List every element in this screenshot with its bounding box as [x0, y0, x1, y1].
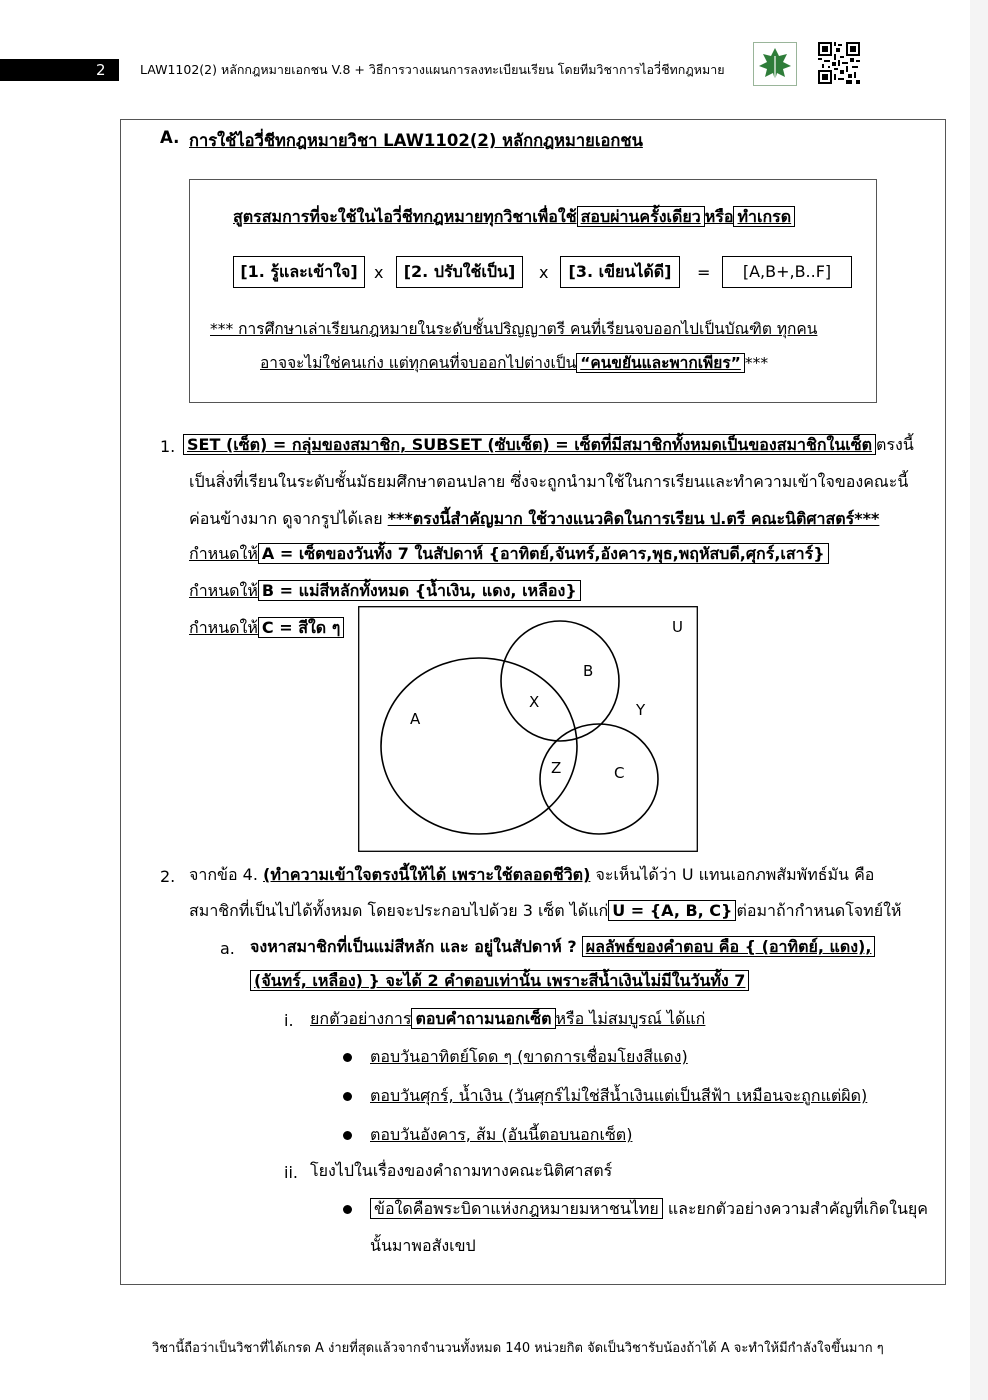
item2-line2 [189, 900, 901, 922]
sub-a-question: จงหาสมาชิกที่เป็นแม่สีหลัก และ อยู่ในสัปดาห์ ? [250, 937, 577, 956]
venn-label-c: C [614, 764, 625, 782]
define-label: กำหนดให้ [189, 581, 258, 600]
venn-circle-c [540, 724, 658, 834]
formula-heading [233, 206, 795, 228]
sub-a-answer-2: (จันทร์, เหลือง) } จะได้ 2 คำตอบเท่านั้น เพราะสีน้ำเงินไม่มีในวันทั้ง 7 [250, 970, 749, 991]
page-number: 2 [96, 61, 106, 79]
bullet-dot [343, 1092, 352, 1101]
venn-label-x: X [529, 693, 540, 711]
sub-i-post: หรือ ไม่สมบูรณ์ ได้แก่ [555, 1009, 706, 1028]
formula-op-equals: = [697, 263, 711, 282]
formula-heading-pre: สูตรสมการที่จะใช้ในไอวี่ชีทกฎหมายทุกวิชาเพื่อใช้ [233, 207, 577, 226]
sub-ii-line: โยงไปในเรื่องของคำถามทางคณะนิติศาสตร์ [310, 1161, 613, 1180]
definition-c [189, 617, 344, 639]
venn-circle-b [501, 621, 619, 741]
page-edge-shadow [970, 0, 988, 1400]
item2-line2-post: ต่อมาถ้ากำหนดโจทย์ให้ [736, 901, 902, 920]
bullet-dot [343, 1131, 352, 1140]
formula-term-3: [3. เขียนได้ดี] [560, 256, 680, 288]
qr-code-icon [818, 42, 860, 84]
sub-ii-number: ii. [284, 1163, 298, 1182]
note-line2-post: *** [744, 354, 769, 372]
bullet-item-4-box: ข้อใดคือพระบิดาแห่งกฎหมายมหาชนไทย [370, 1198, 663, 1219]
item1-set-definition: SET (เซ็ต) = กลุ่มของสมาชิก, SUBSET (ซับเซ็ต) = เซ็ตที่มีสมาชิกทั้งหมดเป็นของสมาชิกในเซ็ต [183, 434, 876, 455]
sub-i-pre: ยกตัวอย่างการ [310, 1009, 412, 1028]
item1-line3-pre: ค่อนข้างมาก ดูจากรูปได้เลย [189, 509, 388, 528]
item2-number: 2. [160, 867, 176, 886]
item1-after-box: ตรงนี้ [876, 435, 914, 454]
item1-line3-emphasis: ***ตรงนี้สำคัญมาก ใช้วางแนวคิดในการเรียน ป.ตรี คณะนิติศาสตร์*** [387, 509, 880, 528]
sub-i-line [310, 1008, 705, 1030]
sub-i-number: i. [284, 1011, 294, 1030]
venn-label-u: U [672, 618, 683, 636]
ivy-leaf-logo-icon [753, 42, 797, 86]
definition-b [189, 580, 581, 602]
note-line2-pre: อาจจะไม่ใช่คนเก่ง แต่ทุกคนที่จบออกไปต่างเป็น [260, 354, 577, 372]
define-label: กำหนดให้ [189, 618, 258, 637]
venn-label-y: Y [636, 701, 646, 719]
sub-i-box: ตอบคำถามนอกเซ็ต [411, 1008, 555, 1029]
venn-label-z: Z [551, 759, 562, 777]
sub-a-letter: a. [220, 939, 235, 958]
definition-a [189, 543, 829, 565]
item2-line1-emphasis: (ทำความเข้าใจตรงนี้ให้ได้ เพราะใช้ตลอดชีวิต) [263, 865, 591, 884]
section-letter: A. [160, 128, 180, 147]
bullet-dot [343, 1205, 352, 1214]
define-label: กำหนดให้ [189, 544, 258, 563]
formula-op-times-2: x [539, 263, 549, 282]
definition-c-box: C = สีใด ๆ [258, 617, 344, 638]
item1-line1 [183, 434, 914, 456]
bullet-item-4-post: และยกตัวอย่างความสำคัญที่เกิดในยุค [667, 1199, 928, 1218]
formula-term-1: [1. รู้และเข้าใจ] [233, 256, 365, 288]
formula-op-times-1: x [374, 263, 384, 282]
item1-number: 1. [160, 437, 176, 456]
venn-universe-rect [359, 607, 698, 852]
formula-heading-box2: ทำเกรด [733, 206, 795, 227]
formula-heading-box1: สอบผ่านครั้งเดียว [577, 206, 705, 227]
section-title: การใช้ไอวี่ชีทกฎหมายวิชา LAW1102(2) หลักกฎหมายเอกชน [189, 131, 643, 150]
venn-label-b: B [583, 662, 594, 680]
formula-note-line1: *** การศึกษาเล่าเรียนกฎหมายในระดับชั้นปริญญาตรี คนที่เรียนจบออกไปเป็นบัณฑิต ทุกคน [210, 320, 818, 338]
item2-line2-pre: สมาชิกที่เป็นไปได้ทั้งหมด โดยจะประกอบไปด้วย 3 เซ็ต ได้แก่ [189, 901, 609, 920]
item2-line1-pre: จากข้อ 4. [189, 865, 264, 884]
venn-label-a: A [410, 710, 421, 728]
note-line2-box: “คนขยันและพากเพียร” [576, 353, 745, 373]
formula-heading-mid: หรือ [704, 207, 734, 226]
definition-a-box: A = เซ็ตของวันทั้ง 7 ในสัปดาห์ {อาทิตย์,จันทร์,อังคาร,พุธ,พฤหัสบดี,ศุกร์,เสาร์} [258, 543, 829, 564]
formula-note-line2 [260, 352, 768, 374]
bullet-item-4-line1 [370, 1198, 928, 1220]
item1-line3 [189, 508, 879, 530]
bullet-item-2: ตอบวันศุกร์, น้ำเงิน (วันศุกร์ไม่ใช่สีน้ำเงินแต่เป็นสีฟ้า เหมือนจะถูกแต่ผิด) [370, 1086, 868, 1105]
bullet-dot [343, 1053, 352, 1062]
item2-line1-post: จะเห็นได้ว่า U แทนเอกภพสัมพัทธ์มัน คือ [590, 865, 875, 884]
formula-term-2: [2. ปรับใช้เป็น] [396, 256, 523, 288]
sub-a-line2 [250, 970, 749, 992]
bullet-item-3: ตอบวันอังคาร, ส้ม (อันนี้ตอบนอกเซ็ต) [370, 1125, 633, 1144]
sub-a-line1 [250, 936, 875, 958]
venn-diagram [358, 606, 698, 852]
sub-a-answer-1: ผลลัพธ์ของคำตอบ คือ { (อาทิตย์, แดง), [582, 936, 876, 957]
universe-set-box: U = {A, B, C} [608, 900, 736, 921]
bullet-item-1: ตอบวันอาทิตย์โดด ๆ (ขาดการเชื่อมโยงสีแดง) [370, 1047, 688, 1066]
item2-line1 [189, 864, 874, 886]
page-footer: วิชานี้ถือว่าเป็นวิชาที่ได้เกรด A ง่ายที่สุดแล้วจากจำนวนทั้งหมด 140 หน่วยกิต จัดเป็นวิชารับน้องถ้าได้ A จะทำให้มีกำลังใจขึ้นมาก ๆ [152, 1341, 884, 1356]
header-title: LAW1102(2) หลักกฎหมายเอกชน V.8 + วิธีการวางแผนการลงทะเบียนเรียน โดยทีมวิชาการไอวี่ชีทกฎหมาย [140, 62, 725, 77]
bullet-item-4-line2: นั้นมาพอสังเขป [370, 1236, 476, 1255]
definition-b-box: B = แม่สีหลักทั้งหมด {น้ำเงิน, แดง, เหลือง} [258, 580, 581, 601]
item1-line2: เป็นสิ่งที่เรียนในระดับชั้นมัธยมศึกษาตอนปลาย ซึ่งจะถูกนำมาใช้ในการเรียนและทำความเข้าใจของคณะนี้ [189, 472, 909, 491]
formula-result: [A,B+,B..F] [722, 256, 852, 288]
